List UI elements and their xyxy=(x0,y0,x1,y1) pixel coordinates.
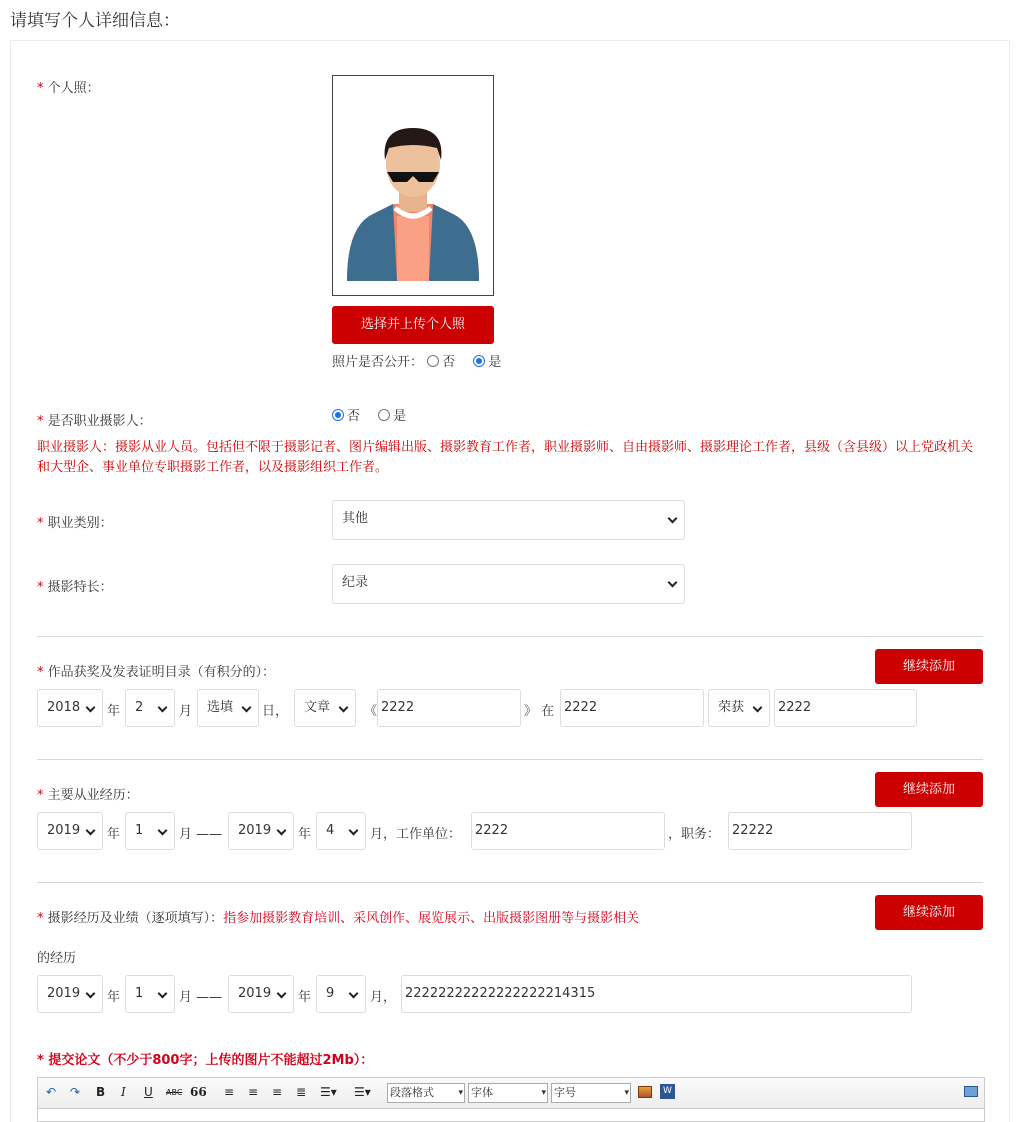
required-mark: * xyxy=(37,414,44,429)
required-mark: * xyxy=(37,911,44,926)
divider xyxy=(37,882,983,883)
experience-label: 摄影经历及业绩（逐项填写）： xyxy=(47,911,224,926)
photo-public-no-radio[interactable] xyxy=(427,355,439,367)
experience-label-row xyxy=(37,907,639,926)
experience-add-button[interactable]: 继续添加 xyxy=(875,895,983,930)
specialty-label-row xyxy=(37,576,113,595)
awards-month-select[interactable] xyxy=(125,689,175,727)
occupation-select[interactable] xyxy=(332,500,685,540)
blockquote-button[interactable]: 66 xyxy=(190,1085,207,1099)
chevron-down-icon xyxy=(339,703,349,713)
paragraph-format-select[interactable]: 段落格式 ▾ xyxy=(387,1083,465,1103)
awards-month-unit: 月 xyxy=(179,704,193,719)
required-mark: * xyxy=(37,580,44,595)
awards-add-button[interactable]: 继续添加 xyxy=(875,649,983,684)
experience-hint: 指参加摄影教育培训、采风创作、展览展示、出版摄影图册等与摄影相关 xyxy=(223,911,640,926)
awards-place-input[interactable]: 2222 xyxy=(560,689,704,727)
align-left-icon[interactable]: ≡ xyxy=(224,1085,235,1099)
experience-from-year-value: 2019 xyxy=(47,986,81,1001)
required-mark: * xyxy=(37,788,44,803)
ordered-list-icon[interactable]: ☰▾ xyxy=(320,1085,337,1099)
chevron-down-icon xyxy=(668,514,678,524)
awards-type-select[interactable] xyxy=(294,689,356,727)
awards-result-type-select[interactable] xyxy=(708,689,770,727)
chevron-down-icon xyxy=(349,989,359,999)
chevron-down-icon xyxy=(158,989,168,999)
chevron-down-icon xyxy=(242,703,252,713)
photo-public-label: 照片是否公开： xyxy=(332,355,424,370)
photo-label: 个人照： xyxy=(47,81,100,96)
career-to-year-select[interactable] xyxy=(228,812,294,850)
experience-from-month-value: 1 xyxy=(135,986,144,1001)
professional-no-label: 否 xyxy=(347,409,361,424)
word-import-icon[interactable]: W xyxy=(660,1084,675,1099)
awards-day-value: 选填 xyxy=(207,700,234,715)
professional-label-row xyxy=(37,410,152,429)
awards-year-value: 2018 xyxy=(47,700,81,715)
chevron-down-icon xyxy=(668,578,678,588)
font-family-select[interactable]: 字体 ▾ xyxy=(468,1083,548,1103)
experience-to-month-value: 9 xyxy=(326,986,335,1001)
chevron-down-icon xyxy=(86,826,96,836)
career-post-label: ，职务： xyxy=(668,827,721,842)
awards-year-unit: 年 xyxy=(107,704,121,719)
awards-open-quote: 《 xyxy=(364,704,378,719)
insert-image-icon[interactable] xyxy=(638,1086,652,1098)
required-mark: * xyxy=(37,1053,44,1068)
divider xyxy=(37,636,983,637)
awards-close-quote: 》 在 xyxy=(524,704,555,719)
awards-day-unit: 日， xyxy=(262,704,289,719)
fullscreen-icon[interactable] xyxy=(964,1086,978,1097)
photo-public-yes-label: 是 xyxy=(488,355,502,370)
bold-button[interactable]: B xyxy=(96,1085,106,1099)
experience-year-unit-2: 年 xyxy=(298,990,312,1005)
career-add-button[interactable]: 继续添加 xyxy=(875,772,983,807)
chevron-down-icon xyxy=(158,703,168,713)
occupation-label: 职业类别： xyxy=(47,516,113,531)
awards-label-row xyxy=(37,661,275,680)
career-label-row xyxy=(37,784,139,803)
career-year-unit-2: 年 xyxy=(298,827,312,842)
align-center-icon[interactable]: ≡ xyxy=(248,1085,259,1099)
specialty-label: 摄影特长： xyxy=(47,580,113,595)
unordered-list-icon[interactable]: ☰▾ xyxy=(354,1085,371,1099)
career-from-month-select[interactable] xyxy=(125,812,175,850)
career-from-month-value: 1 xyxy=(135,823,144,838)
career-to-month-value: 4 xyxy=(326,823,335,838)
chevron-down-icon xyxy=(86,703,96,713)
awards-result-type-value: 荣获 xyxy=(718,700,745,715)
paper-label: 提交论文（不少于800字；上传的图片不能超过2Mb）： xyxy=(48,1053,374,1068)
required-mark: * xyxy=(37,81,44,96)
awards-type-value: 文章 xyxy=(304,700,331,715)
required-mark: * xyxy=(37,665,44,680)
photo-public-yes-radio[interactable] xyxy=(473,355,485,367)
upload-photo-button[interactable]: 选择并上传个人照 xyxy=(332,306,494,344)
chevron-down-icon xyxy=(277,989,287,999)
paper-label-row xyxy=(37,1049,373,1068)
experience-month-dash: 月 —— xyxy=(179,990,223,1005)
avatar-icon xyxy=(333,76,493,295)
experience-to-year-select[interactable] xyxy=(228,975,294,1013)
specialty-select[interactable] xyxy=(332,564,685,604)
professional-no-radio[interactable] xyxy=(332,409,344,421)
awards-label: 作品获奖及发表证明目录（有积分的）： xyxy=(47,665,276,680)
awards-month-value: 2 xyxy=(135,700,144,715)
experience-to-month-select[interactable] xyxy=(316,975,366,1013)
specialty-value: 纪录 xyxy=(342,575,369,590)
editor-content-area[interactable] xyxy=(37,1108,985,1122)
career-year-unit: 年 xyxy=(107,827,121,842)
career-to-month-select[interactable] xyxy=(316,812,366,850)
photo-public-no-label: 否 xyxy=(442,355,456,370)
underline-button[interactable]: U xyxy=(144,1085,153,1099)
professional-note: 职业摄影人：摄影从业人员。包括但不限于摄影记者、图片编辑出版、摄影教育工作者，职业摄影师、自由摄影师、摄影理论工作者，县级（含县级）以上党政机关和大型企、事业单位专职摄影工作者，以及摄影组织工作者。 xyxy=(37,440,974,475)
experience-content-input[interactable]: 22222222222222222214315 xyxy=(401,975,912,1013)
career-from-year-value: 2019 xyxy=(47,823,81,838)
professional-yes-label: 是 xyxy=(393,409,407,424)
redo-icon[interactable]: ↷ xyxy=(70,1085,81,1099)
experience-from-month-select[interactable] xyxy=(125,975,175,1013)
divider xyxy=(37,759,983,760)
career-post-input[interactable]: 22222 xyxy=(728,812,912,850)
awards-result-input[interactable]: 2222 xyxy=(774,689,917,727)
career-to-year-value: 2019 xyxy=(238,823,272,838)
italic-button[interactable]: I xyxy=(121,1085,126,1099)
undo-icon[interactable]: ↶ xyxy=(46,1085,57,1099)
professional-yes-radio[interactable] xyxy=(378,409,390,421)
chevron-down-icon xyxy=(277,826,287,836)
chevron-down-icon xyxy=(753,703,763,713)
experience-month-comma: 月， xyxy=(370,990,397,1005)
strikethrough-button[interactable]: ABC xyxy=(166,1088,183,1097)
experience-to-year-value: 2019 xyxy=(238,986,272,1001)
career-label: 主要从业经历： xyxy=(47,788,139,803)
required-mark: * xyxy=(37,516,44,531)
align-right-icon[interactable]: ≡ xyxy=(272,1085,283,1099)
occupation-value: 其他 xyxy=(342,511,369,526)
editor-toolbar xyxy=(37,1077,985,1109)
career-from-year-select[interactable] xyxy=(37,812,103,850)
career-work-unit-input[interactable]: 2222 xyxy=(471,812,665,850)
font-size-select[interactable]: 字号 ▾ xyxy=(551,1083,631,1103)
experience-from-year-select[interactable] xyxy=(37,975,103,1013)
align-justify-icon[interactable]: ≣ xyxy=(296,1085,307,1099)
occupation-label-row xyxy=(37,512,113,531)
career-month-dash: 月 —— xyxy=(179,827,223,842)
chevron-down-icon xyxy=(86,989,96,999)
chevron-down-icon xyxy=(158,826,168,836)
page-title: 请填写个人详细信息： xyxy=(10,11,180,31)
professional-radios xyxy=(332,405,406,424)
awards-title-input[interactable]: 2222 xyxy=(377,689,521,727)
experience-year-unit: 年 xyxy=(107,990,121,1005)
career-work-unit-label: 月，工作单位： xyxy=(370,827,462,842)
photo-label-row xyxy=(37,77,100,96)
professional-label: 是否职业摄影人： xyxy=(47,414,152,429)
awards-day-select[interactable] xyxy=(197,689,259,727)
chevron-down-icon xyxy=(349,826,359,836)
photo-preview xyxy=(332,75,494,296)
awards-year-select[interactable] xyxy=(37,689,103,727)
photo-public-row xyxy=(332,351,501,370)
experience-hint-2: 的经历 xyxy=(37,951,77,966)
